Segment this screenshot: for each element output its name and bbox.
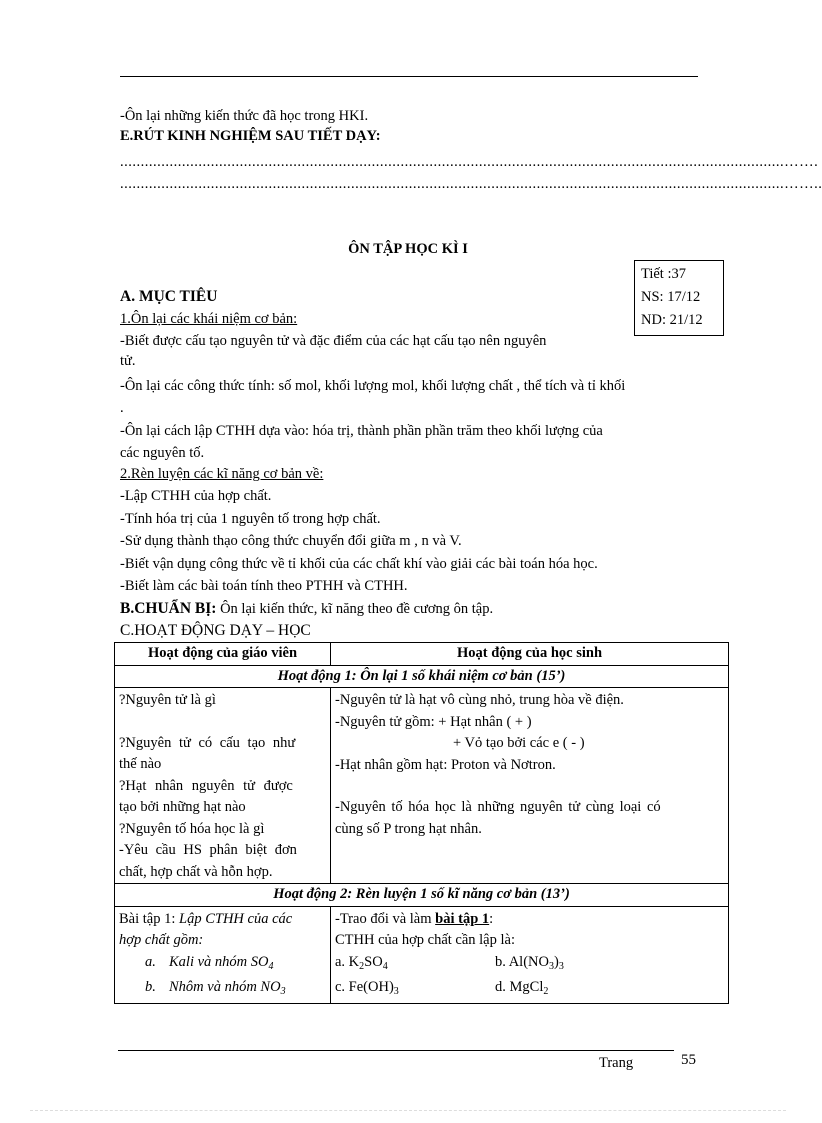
lesson-info-box (634, 260, 724, 336)
activity-1-content-row (115, 688, 729, 884)
exercise-item-b (119, 977, 326, 1003)
tiet-number: Tiết :37 (641, 266, 686, 282)
section-b (120, 599, 493, 619)
answer-b (495, 954, 564, 970)
student-a2: -Nguyên tử gồm: + Hạt nhân ( + ) (335, 713, 532, 730)
teacher-q2a: ?Nguyên tử có cấu tạo như (119, 734, 296, 751)
activity-2-title: Hoạt động 2: Rèn luyện 1 số kĩ năng cơ bản (13’) (115, 884, 729, 907)
answer-d (495, 979, 548, 995)
activity-2-row (115, 884, 729, 907)
activity-table (114, 642, 729, 1004)
skill-1: -Lập CTHH của hợp chất. (120, 488, 272, 504)
student-answers-cell (331, 688, 729, 884)
student-a1: -Nguyên tử là hạt vô cùng nhỏ, trung hòa về điện. (335, 692, 624, 708)
footer-rule (118, 1050, 674, 1051)
exercise-item-b-sub: 3 (280, 986, 286, 997)
page-bottom-border (30, 1110, 786, 1111)
exercise-answer-cell (331, 906, 729, 1003)
teacher-q4: ?Nguyên tố hóa học là gì (119, 820, 265, 837)
review-line: -Ôn lại những kiến thức đã học trong HKI. (120, 108, 369, 124)
objective-2a: -Ôn lại các công thức tính: số mol, khối lượng mol, khối lượng chất , thể tích và tỉ khối (120, 378, 626, 394)
answer-b-sub1: 3 (548, 960, 554, 972)
exercise-item-a-text: Kali và nhóm SO (169, 953, 269, 970)
section-a-heading: A. MỤC TIÊU (120, 288, 218, 305)
answer-d-pre: d. MgCl (495, 979, 544, 995)
skill-2: -Tính hóa trị của 1 nguyên tố trong hợp chất. (120, 511, 381, 527)
exercise-intro (335, 909, 724, 931)
student-a5a: -Nguyên tố hóa học là những nguyên tử cùng loại có (335, 799, 661, 815)
exercise-need-text: CTHH của hợp chất cần lập là: (335, 932, 515, 948)
table-header-row (115, 643, 729, 666)
student-a4: -Hạt nhân gồm hạt: Proton và Nơtron. (335, 756, 556, 773)
exercise-label: Bài tập 1: (119, 910, 176, 927)
teacher-q2b: thế nào (119, 756, 162, 772)
section-c-heading: C.HOẠT ĐỘNG DẠY – HỌC (120, 622, 311, 639)
answer-a-pre: a. K (335, 953, 360, 970)
objective-1b: tử. (120, 353, 136, 369)
teacher-q5a: -Yêu cầu HS phân biệt đơn (119, 842, 297, 858)
answer-c (335, 977, 495, 1003)
footer-trang-label: Trang (599, 1055, 634, 1071)
teacher-questions-cell (115, 688, 331, 884)
student-column-header: Hoạt động của học sinh (331, 643, 729, 666)
nd-date: ND: 21/12 (641, 312, 703, 328)
exercise-intro-link: bài tập 1 (435, 910, 490, 927)
answer-d-sub: 2 (543, 986, 549, 997)
teacher-q5b: chất, hợp chất và hỗn hợp. (119, 863, 273, 880)
exercise-text-b: hợp chất gồm: (119, 932, 204, 948)
teacher-q1: ?Nguyên tử là gì (119, 692, 216, 708)
teacher-column-header: Hoạt động của giáo viên (115, 643, 331, 666)
exercise-cell (115, 906, 331, 1003)
answer-c-sub: 3 (393, 986, 399, 997)
skill-3: -Sử dụng thành thạo công thức chuyển đổi giữa m , n và V. (120, 533, 462, 549)
exercise-item-b-text: Nhôm và nhóm NO (169, 979, 281, 995)
objective-1a: -Biết được cấu tạo nguyên tử và đặc điểm của các hạt cấu tạo nên nguyên (120, 333, 547, 349)
page-title: ÔN TẬP HỌC KÌ I (348, 241, 468, 257)
exercise-marker-b: b. (145, 979, 156, 995)
answer-b-mid: ) (553, 953, 559, 970)
section-a-sub1: 1.Ôn lại các khái niệm cơ bản: (120, 311, 298, 327)
answer-a-sub1: 2 (359, 960, 365, 972)
exercise-marker-a: a. (145, 953, 156, 970)
skill-4: -Biết vận dụng công thức về tỉ khối của các chất khí vào giải các bài toán hóa học. (120, 556, 598, 572)
answer-row-1 (335, 952, 724, 978)
answer-b-sub2: 3 (558, 960, 564, 972)
lesson-notes-heading: E.RÚT KINH NGHIỆM SAU TIẾT DẠY: (120, 128, 381, 144)
answer-b-pre: b. Al(NO (495, 953, 549, 970)
exercise-text-a: Lập CTHH của các (179, 910, 293, 927)
notes-dots-1: .................................................................................................................................................................……. (120, 154, 819, 170)
activity-1-title: Hoạt động 1: Ôn lại 1 số khái niệm cơ bản (15’) (115, 665, 729, 688)
section-a-sub2: 2.Rèn luyện các kĩ năng cơ bản về: (120, 466, 324, 482)
objective-2b: . (120, 400, 124, 416)
student-a5b: cùng số P trong hạt nhân. (335, 820, 482, 837)
section-b-heading: B.CHUẨN BỊ: (120, 600, 217, 617)
notes-dots-2: .................................................................................................................................................................…….. (120, 176, 822, 192)
exercise-intro-pre: -Trao đổi và làm (335, 910, 436, 927)
answer-c-pre: c. Fe(OH) (335, 979, 394, 995)
objective-3b: các nguyên tố. (120, 445, 205, 461)
exercise-intro-post: : (489, 910, 494, 927)
activity-1-row (115, 665, 729, 688)
activity-2-content-row (115, 906, 729, 1003)
answer-a-mid: SO (364, 953, 383, 970)
skill-5: -Biết làm các bài toán tính theo PTHH và CTHH. (120, 578, 408, 594)
exercise-title (119, 909, 326, 931)
objective-3a: -Ôn lại cách lập CTHH dựa vào: hóa trị, thành phần phần trăm theo khối lượng của (120, 423, 603, 439)
top-rule (120, 76, 698, 77)
answer-row-2 (335, 977, 724, 1003)
exercise-item-a (119, 952, 326, 978)
answer-a (335, 952, 495, 978)
ns-date: NS: 17/12 (641, 289, 701, 305)
teacher-q3b: tạo bởi những hạt nào (119, 799, 246, 815)
section-b-text: Ôn lại kiến thức, kĩ năng theo đề cương ôn tập. (220, 601, 494, 617)
exercise-item-a-sub: 4 (268, 960, 274, 972)
answer-a-sub2: 4 (382, 960, 388, 972)
teacher-q3a: ?Hạt nhân nguyên tử được (119, 777, 293, 794)
page-number: 55 (681, 1052, 696, 1068)
student-a3: + Vỏ tạo bởi các e ( - ) (453, 735, 585, 751)
